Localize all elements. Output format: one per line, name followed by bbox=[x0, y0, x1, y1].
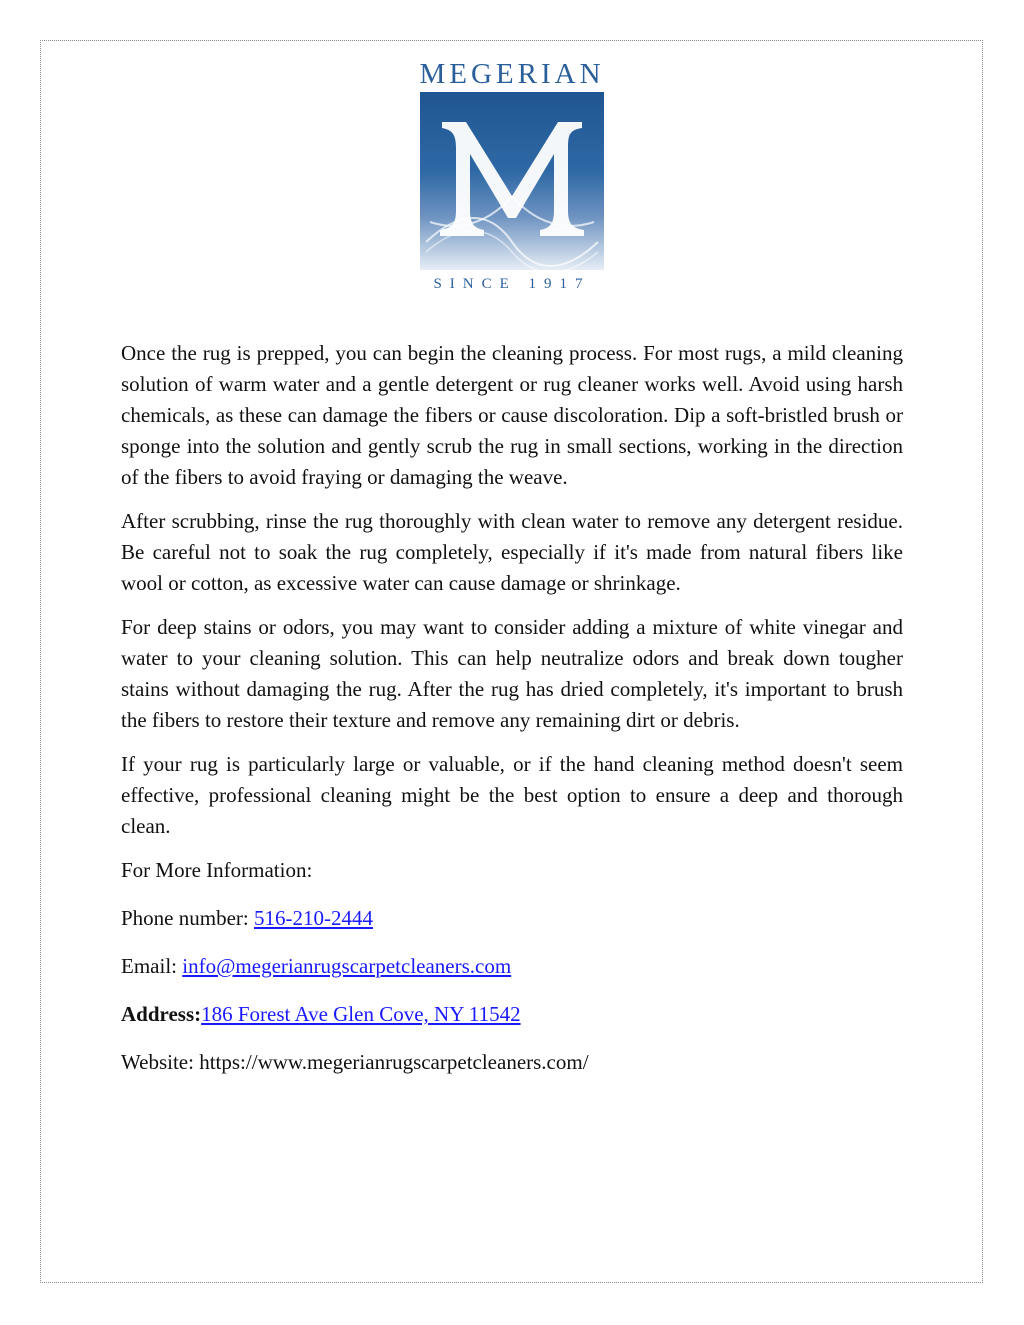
email-link[interactable]: info@megerianrugscarpetcleaners.com bbox=[182, 954, 512, 978]
paragraph-deep-stains: For deep stains or odors, you may want to consider adding a mixture of white vinegar and water to your cleaning solution. This can help neutralize odors and break down tougher stains without damaging the rug. After the rug has dried completely, it's important to brush the fibers to restore their texture and remove any remaining dirt or debris. bbox=[121, 615, 903, 732]
phone-line bbox=[121, 903, 903, 934]
article-body bbox=[121, 338, 903, 1095]
email-line bbox=[121, 951, 903, 982]
address-link[interactable]: 186 Forest Ave Glen Cove, NY 11542 bbox=[201, 1002, 521, 1026]
phone-label: Phone number: bbox=[121, 906, 254, 930]
logo-since-text: SINCE 1917 bbox=[433, 276, 591, 292]
address-label: Address: bbox=[121, 1002, 202, 1026]
paragraph-rinse: After scrubbing, rinse the rug thoroughly with clean water to remove any detergent residue. Be careful not to soak the rug completely, especially if it's made from natural fibers like wool or cotton, as excessive water can cause damage or shrinkage. bbox=[121, 509, 903, 595]
phone-link[interactable]: 516-210-2444 bbox=[253, 906, 373, 930]
email-label: Email: bbox=[121, 954, 183, 978]
website-label: Website: bbox=[121, 1050, 200, 1074]
website-url: https://www.megerianrugscarpetcleaners.com/ bbox=[199, 1050, 589, 1074]
paragraph-cleaning-process: Once the rug is prepped, you can begin the cleaning process. For most rugs, a mild cleaning solution of warm water and a gentle detergent or rug cleaner works well. Avoid using harsh chemicals, as these can damage the fibers or cause discoloration. Dip a soft-bristled brush or sponge into the solution and gently scrub the rug in small sections, working in the direction of the fibers to avoid fraying or damaging the weave. bbox=[121, 341, 903, 489]
logo-wordmark: MEGERIAN bbox=[419, 58, 605, 90]
website-line bbox=[121, 1047, 903, 1078]
address-line bbox=[121, 999, 903, 1030]
paragraph-professional: If your rug is particularly large or valuable, or if the hand cleaning method doesn't seem effective, professional cleaning might be the best option to ensure a deep and thorough clean. bbox=[121, 752, 903, 838]
contact-heading: For More Information: bbox=[121, 858, 313, 882]
megerian-logo bbox=[418, 58, 606, 294]
monogram-m-icon bbox=[420, 92, 604, 270]
